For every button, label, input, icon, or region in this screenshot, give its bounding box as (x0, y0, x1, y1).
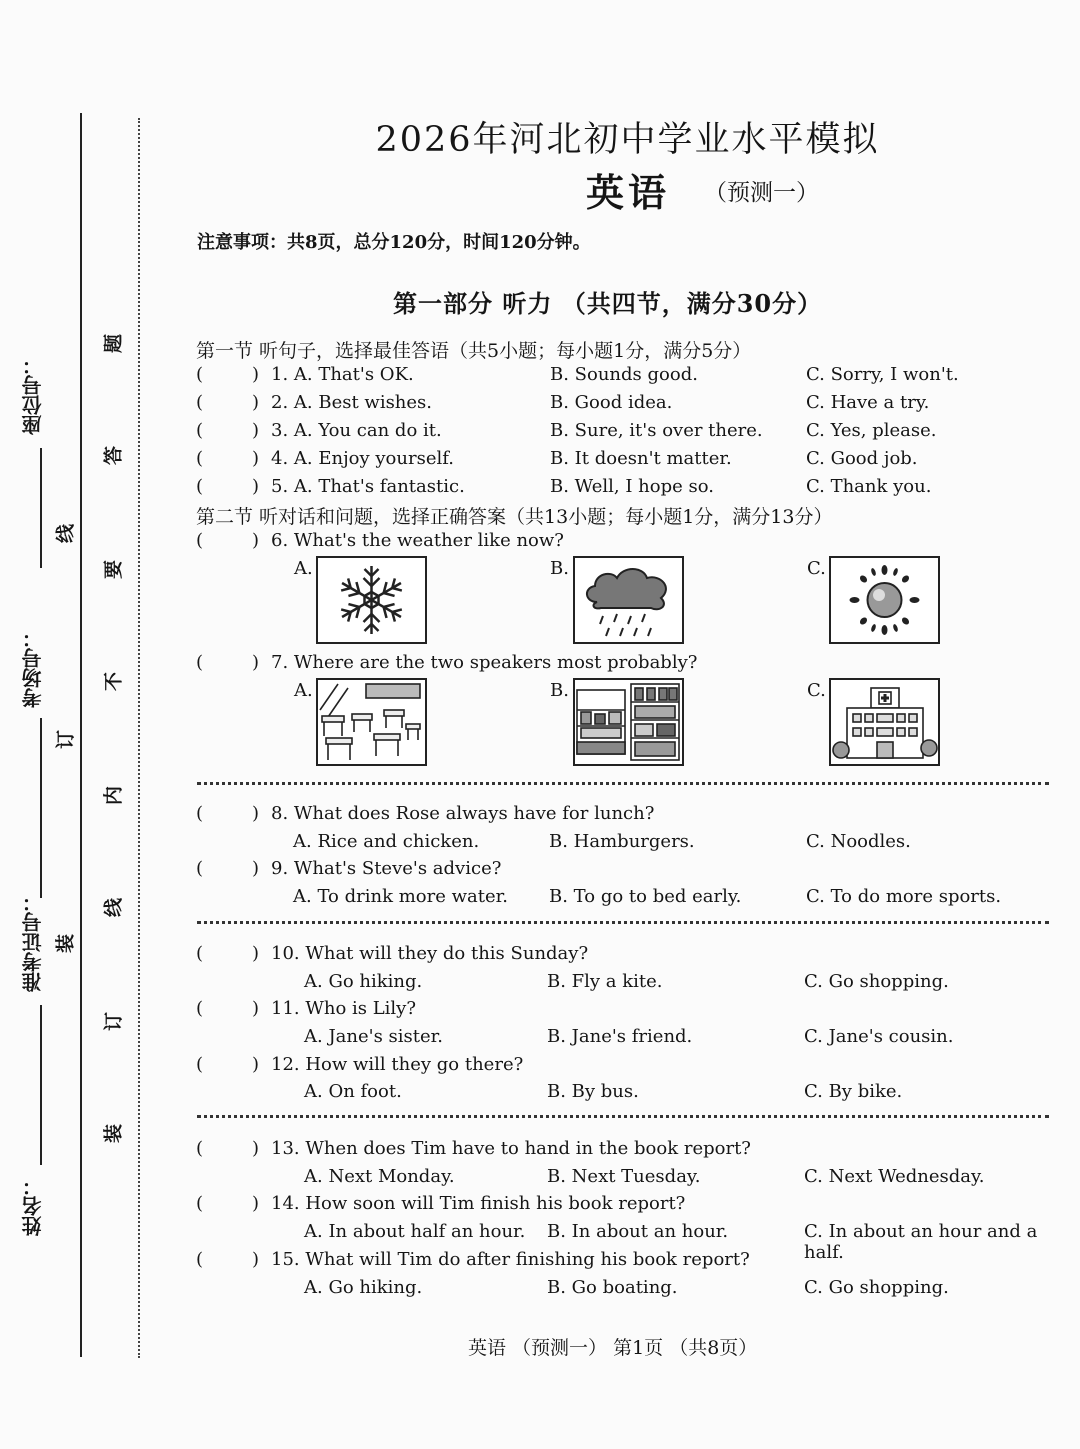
answer-paren-close: ) (252, 998, 260, 1019)
picture-label-a: A. (294, 558, 313, 579)
inner-seal-bu: 不 (102, 672, 125, 692)
option-a: A. Rice and chicken. (293, 831, 480, 852)
answer-paren-open[interactable]: ( (196, 448, 204, 469)
question-row-6 (196, 530, 1056, 556)
option-c: C. Have a try. (806, 392, 930, 413)
question-row-5 (196, 476, 1056, 502)
name-label: 姓名： (21, 1176, 45, 1236)
answer-paren-open[interactable]: ( (196, 943, 204, 964)
question-stem: 15. What will Tim do after finishing his book report? (271, 1249, 750, 1270)
option-a: A. Jane's sister. (304, 1026, 444, 1047)
section-one-heading: 第一节 听句子，选择最佳答语（共5小题；每小题1分，满分5分） (196, 340, 752, 362)
answer-paren-open[interactable]: ( (196, 652, 204, 673)
options-row-15 (196, 1277, 1056, 1303)
answer-paren-open[interactable]: ( (196, 392, 204, 413)
answer-paren-open[interactable]: ( (196, 858, 204, 879)
question-row-8 (196, 803, 1056, 829)
option-b: B. Sure, it's over there. (550, 420, 763, 441)
room-number-label: 考场号： (21, 628, 45, 708)
answer-paren-open[interactable]: ( (196, 1138, 204, 1159)
option-b: B. By bus. (547, 1081, 639, 1102)
question-row-4 (196, 448, 1056, 474)
option-b: B. Fly a kite. (547, 971, 663, 992)
question-stem: 8. What does Rose always have for lunch? (271, 803, 655, 824)
section-divider (197, 1115, 1049, 1118)
answer-paren-open[interactable]: ( (196, 530, 204, 551)
options-row-12 (196, 1081, 1056, 1107)
answer-paren-close: ) (252, 392, 260, 413)
answer-paren-open[interactable]: ( (196, 476, 204, 497)
option-b: B. Hamburgers. (549, 831, 695, 852)
inner-seal-da: 答 (102, 446, 125, 466)
part-one-title: 第一部分 听力 （共四节，满分30分） (393, 289, 823, 318)
ticket-number-blank[interactable] (40, 1005, 42, 1165)
answer-paren-close: ) (252, 364, 260, 385)
answer-paren-close: ) (252, 448, 260, 469)
option-a: 1. A. That's OK. (271, 364, 414, 385)
question-row-3 (196, 420, 1056, 446)
option-b: B. Jane's friend. (547, 1026, 693, 1047)
section-two-heading: 第二节 听对话和问题，选择正确答案（共13小题；每小题1分，满分13分） (196, 506, 833, 528)
option-a: A. On foot. (304, 1081, 402, 1102)
option-c: C. To do more sports. (806, 886, 1002, 907)
sun-icon (829, 556, 940, 644)
question-stem: 13. When does Tim have to hand in the book report? (271, 1138, 751, 1159)
question-row-12 (196, 1054, 1056, 1080)
question-row-9 (196, 858, 1056, 884)
option-a: A. Go hiking. (304, 1277, 423, 1298)
question-stem: 14. How soon will Tim finish his book report? (271, 1193, 686, 1214)
classroom-icon (316, 678, 427, 766)
question-row-10 (196, 943, 1056, 969)
answer-paren-open[interactable]: ( (196, 998, 204, 1019)
question-stem: 12. How will they go there? (271, 1054, 524, 1075)
option-a: 2. A. Best wishes. (271, 392, 433, 413)
option-c: C. Go shopping. (804, 1277, 949, 1298)
options-row-9 (196, 886, 1056, 912)
option-c: C. Go shopping. (804, 971, 949, 992)
options-row-8 (196, 831, 1056, 857)
inner-seal-ding: 订 (102, 1012, 125, 1032)
answer-paren-open[interactable]: ( (196, 364, 204, 385)
options-row-11 (196, 1026, 1056, 1052)
option-a: 4. A. Enjoy yourself. (271, 448, 454, 469)
inner-seal-zhuang: 装 (102, 1124, 125, 1144)
picture-label-b: B. (550, 558, 569, 579)
question-row-13 (196, 1138, 1056, 1164)
answer-paren-open[interactable]: ( (196, 803, 204, 824)
option-a: A. Next Monday. (304, 1166, 455, 1187)
seat-number-blank[interactable] (40, 448, 42, 568)
option-a: A. In about half an hour. (304, 1221, 526, 1242)
question-stem: 9. What's Steve's advice? (271, 858, 502, 879)
option-c: C. Yes, please. (806, 420, 937, 441)
store-icon (573, 678, 684, 766)
answer-paren-close: ) (252, 858, 260, 879)
answer-paren-close: ) (252, 1249, 260, 1270)
option-b: B. Go boating. (547, 1277, 678, 1298)
picture-label-b: B. (550, 680, 569, 701)
rain-cloud-icon (573, 556, 684, 644)
answer-paren-open[interactable]: ( (196, 1054, 204, 1075)
question-row-1 (196, 364, 1056, 390)
option-c: C. Jane's cousin. (804, 1026, 954, 1047)
seat-number-label: 座位号： (21, 355, 45, 435)
option-b: B. In about an hour. (547, 1221, 729, 1242)
page-footer: 英语 （预测一） 第1页 （共8页） (468, 1337, 758, 1359)
option-c: C. Sorry, I won't. (806, 364, 959, 385)
edition-label: （预测一） (704, 180, 819, 206)
question-row-15 (196, 1249, 1056, 1275)
answer-paren-open[interactable]: ( (196, 1249, 204, 1270)
snowflake-icon (316, 556, 427, 644)
inner-seal-yao: 要 (102, 560, 125, 580)
subject-title: 英语 (586, 170, 671, 215)
option-b: B. Good idea. (550, 392, 673, 413)
seal-text-ding: 订 (54, 730, 77, 750)
option-b: B. Sounds good. (550, 364, 698, 385)
room-number-blank[interactable] (40, 718, 42, 898)
option-a: A. Go hiking. (304, 971, 423, 992)
picture-label-c: C. (807, 558, 826, 579)
picture-label-a: A. (294, 680, 313, 701)
option-c: C. Next Wednesday. (804, 1166, 985, 1187)
binding-line (80, 113, 82, 1357)
answer-paren-close: ) (252, 1138, 260, 1159)
option-c: C. Noodles. (806, 831, 911, 852)
answer-paren-close: ) (252, 1054, 260, 1075)
question-stem: 7. Where are the two speakers most probably? (271, 652, 698, 673)
options-row-13 (196, 1166, 1056, 1192)
question-stem: 10. What will they do this Sunday? (271, 943, 589, 964)
answer-paren-close: ) (252, 803, 260, 824)
answer-paren-close: ) (252, 530, 260, 551)
option-b: B. To go to bed early. (549, 886, 742, 907)
option-c: C. Good job. (806, 448, 918, 469)
answer-paren-close: ) (252, 943, 260, 964)
seal-text-zhuang: 装 (54, 934, 77, 954)
question-stem: 11. Who is Lily? (271, 998, 417, 1019)
question-row-2 (196, 392, 1056, 418)
question-row-11 (196, 998, 1056, 1024)
ticket-number-label: 准考证号： (21, 892, 45, 992)
answer-paren-close: ) (252, 1193, 260, 1214)
option-b: B. Well, I hope so. (550, 476, 714, 497)
option-b: B. Next Tuesday. (547, 1166, 701, 1187)
section-divider (197, 921, 1049, 924)
seal-dotted-line (138, 118, 140, 1358)
answer-paren-open[interactable]: ( (196, 420, 204, 441)
question-row-7 (196, 652, 1056, 678)
question-row-14 (196, 1193, 1056, 1219)
option-a: 3. A. You can do it. (271, 420, 442, 441)
answer-paren-open[interactable]: ( (196, 1193, 204, 1214)
exam-notice: 注意事项：共8页，总分120分，时间120分钟。 (197, 232, 591, 253)
options-row-10 (196, 971, 1056, 997)
section-divider (197, 782, 1049, 785)
option-c: C. In about an hour and a half. (804, 1221, 1038, 1263)
inner-seal-nei: 内 (102, 786, 125, 806)
option-a: A. To drink more water. (293, 886, 508, 907)
answer-paren-close: ) (252, 476, 260, 497)
exam-title: 2026年河北初中学业水平模拟 (375, 120, 880, 160)
option-c: C. Thank you. (806, 476, 932, 497)
question-stem: 6. What's the weather like now? (271, 530, 564, 551)
inner-seal-xian: 线 (102, 898, 125, 918)
picture-label-c: C. (807, 680, 826, 701)
option-b: B. It doesn't matter. (550, 448, 732, 469)
seal-text-line: 线 (54, 524, 77, 544)
answer-paren-close: ) (252, 420, 260, 441)
option-c: C. By bike. (804, 1081, 903, 1102)
inner-seal-ti: 题 (102, 334, 125, 354)
answer-paren-close: ) (252, 652, 260, 673)
hospital-icon (829, 678, 940, 766)
option-a: 5. A. That's fantastic. (271, 476, 465, 497)
